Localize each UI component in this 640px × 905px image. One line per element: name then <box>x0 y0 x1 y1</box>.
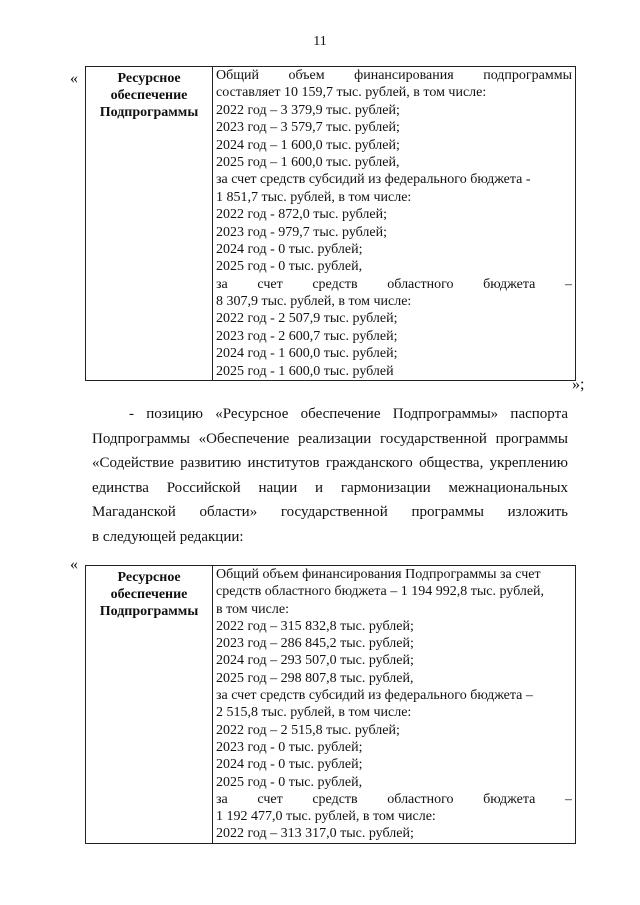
funding-content-cell <box>213 67 576 381</box>
content-line: 2025 год – 1 600,0 тыс. рублей, <box>216 154 400 170</box>
content-line: 2022 год – 3 379,9 тыс. рублей; <box>216 102 400 118</box>
content-line: за счет средств областного бюджета – <box>216 791 572 807</box>
opening-quote: « <box>70 556 78 573</box>
content-line: составляет 10 159,7 тыс. рублей, в том числе: <box>216 85 487 101</box>
content-line: Общий объем финансирования подпрограммы <box>216 68 572 83</box>
content-line: за счет средств областного бюджета – <box>216 276 572 292</box>
content-line: 2023 год - 979,7 тыс. рублей; <box>216 224 388 240</box>
content-line: 2025 год - 0 тыс. рублей, <box>216 774 363 790</box>
label-line: обеспечение <box>110 587 188 602</box>
label-line: Ресурсное <box>117 71 181 86</box>
resource-label-cell <box>86 566 213 844</box>
content-line: 2024 год – 1 600,0 тыс. рублей; <box>216 137 400 153</box>
content-line: 2022 год - 872,0 тыс. рублей; <box>216 207 388 223</box>
label-line: Ресурсное <box>117 570 181 585</box>
content-line: 1 851,7 тыс. рублей, в том числе: <box>216 189 412 205</box>
content-line: 2022 год – 2 515,8 тыс. рублей; <box>216 722 400 738</box>
closing-quote: »; <box>572 376 585 393</box>
content-line: 2025 год - 1 600,0 тыс. рублей <box>216 363 394 379</box>
page-number: 11 <box>313 34 327 49</box>
label-line: Подпрограммы <box>99 105 199 120</box>
paragraph-line: Магаданской области» государственной программы изложить <box>92 504 568 521</box>
paragraph-line: в следующей редакции: <box>92 528 244 545</box>
instruction-paragraph <box>92 402 568 550</box>
label-line: Подпрограммы <box>99 604 199 619</box>
opening-quote: « <box>70 70 78 87</box>
resource-label-cell <box>86 67 213 381</box>
content-line: 2024 год - 1 600,0 тыс. рублей; <box>216 346 398 362</box>
resource-table-new <box>85 565 576 844</box>
content-line: 1 192 477,0 тыс. рублей, в том числе: <box>216 809 436 825</box>
content-line: за счет средств субсидий из федерального бюджета – <box>216 688 533 704</box>
content-line: 2023 год - 2 600,7 тыс. рублей; <box>216 328 398 344</box>
paragraph-line: Подпрограммы «Обеспечение реализации государственной программы <box>92 430 568 447</box>
content-line: 2025 год – 298 807,8 тыс. рублей, <box>216 670 414 686</box>
content-line: 2 515,8 тыс. рублей, в том числе: <box>216 705 412 721</box>
content-line: 2025 год - 0 тыс. рублей, <box>216 259 363 275</box>
content-line: 2022 год – 313 317,0 тыс. рублей; <box>216 826 414 842</box>
content-line: 2023 год – 3 579,7 тыс. рублей; <box>216 120 400 136</box>
resource-table-previous <box>85 66 576 381</box>
content-line: 2022 год – 315 832,8 тыс. рублей; <box>216 618 414 634</box>
content-line: 2024 год - 0 тыс. рублей; <box>216 757 363 773</box>
content-line: 2022 год - 2 507,9 тыс. рублей; <box>216 311 398 327</box>
paragraph-line: - позицию «Ресурсное обеспечение Подпрограммы» паспорта <box>129 406 568 422</box>
content-line: 2023 год – 286 845,2 тыс. рублей; <box>216 636 414 652</box>
content-line: 8 307,9 тыс. рублей, в том числе: <box>216 294 412 310</box>
content-line: Общий объем финансирования Подпрограммы за счет <box>216 567 541 582</box>
content-line: в том числе: <box>216 601 289 617</box>
funding-content-cell <box>213 566 576 844</box>
content-line: средств областного бюджета – 1 194 992,8 тыс. рублей, <box>216 584 545 600</box>
content-line: 2023 год - 0 тыс. рублей; <box>216 739 363 755</box>
content-line: 2024 год – 293 507,0 тыс. рублей; <box>216 653 414 669</box>
content-line: за счет средств субсидий из федерального бюджета - <box>216 172 531 188</box>
content-line: 2024 год - 0 тыс. рублей; <box>216 241 363 257</box>
paragraph-line: «Содействие развитию институтов гражданского общества, укреплению <box>92 455 568 472</box>
paragraph-line: единства Российской нации и гармонизации межнациональных <box>92 479 568 496</box>
label-line: обеспечение <box>110 88 188 103</box>
